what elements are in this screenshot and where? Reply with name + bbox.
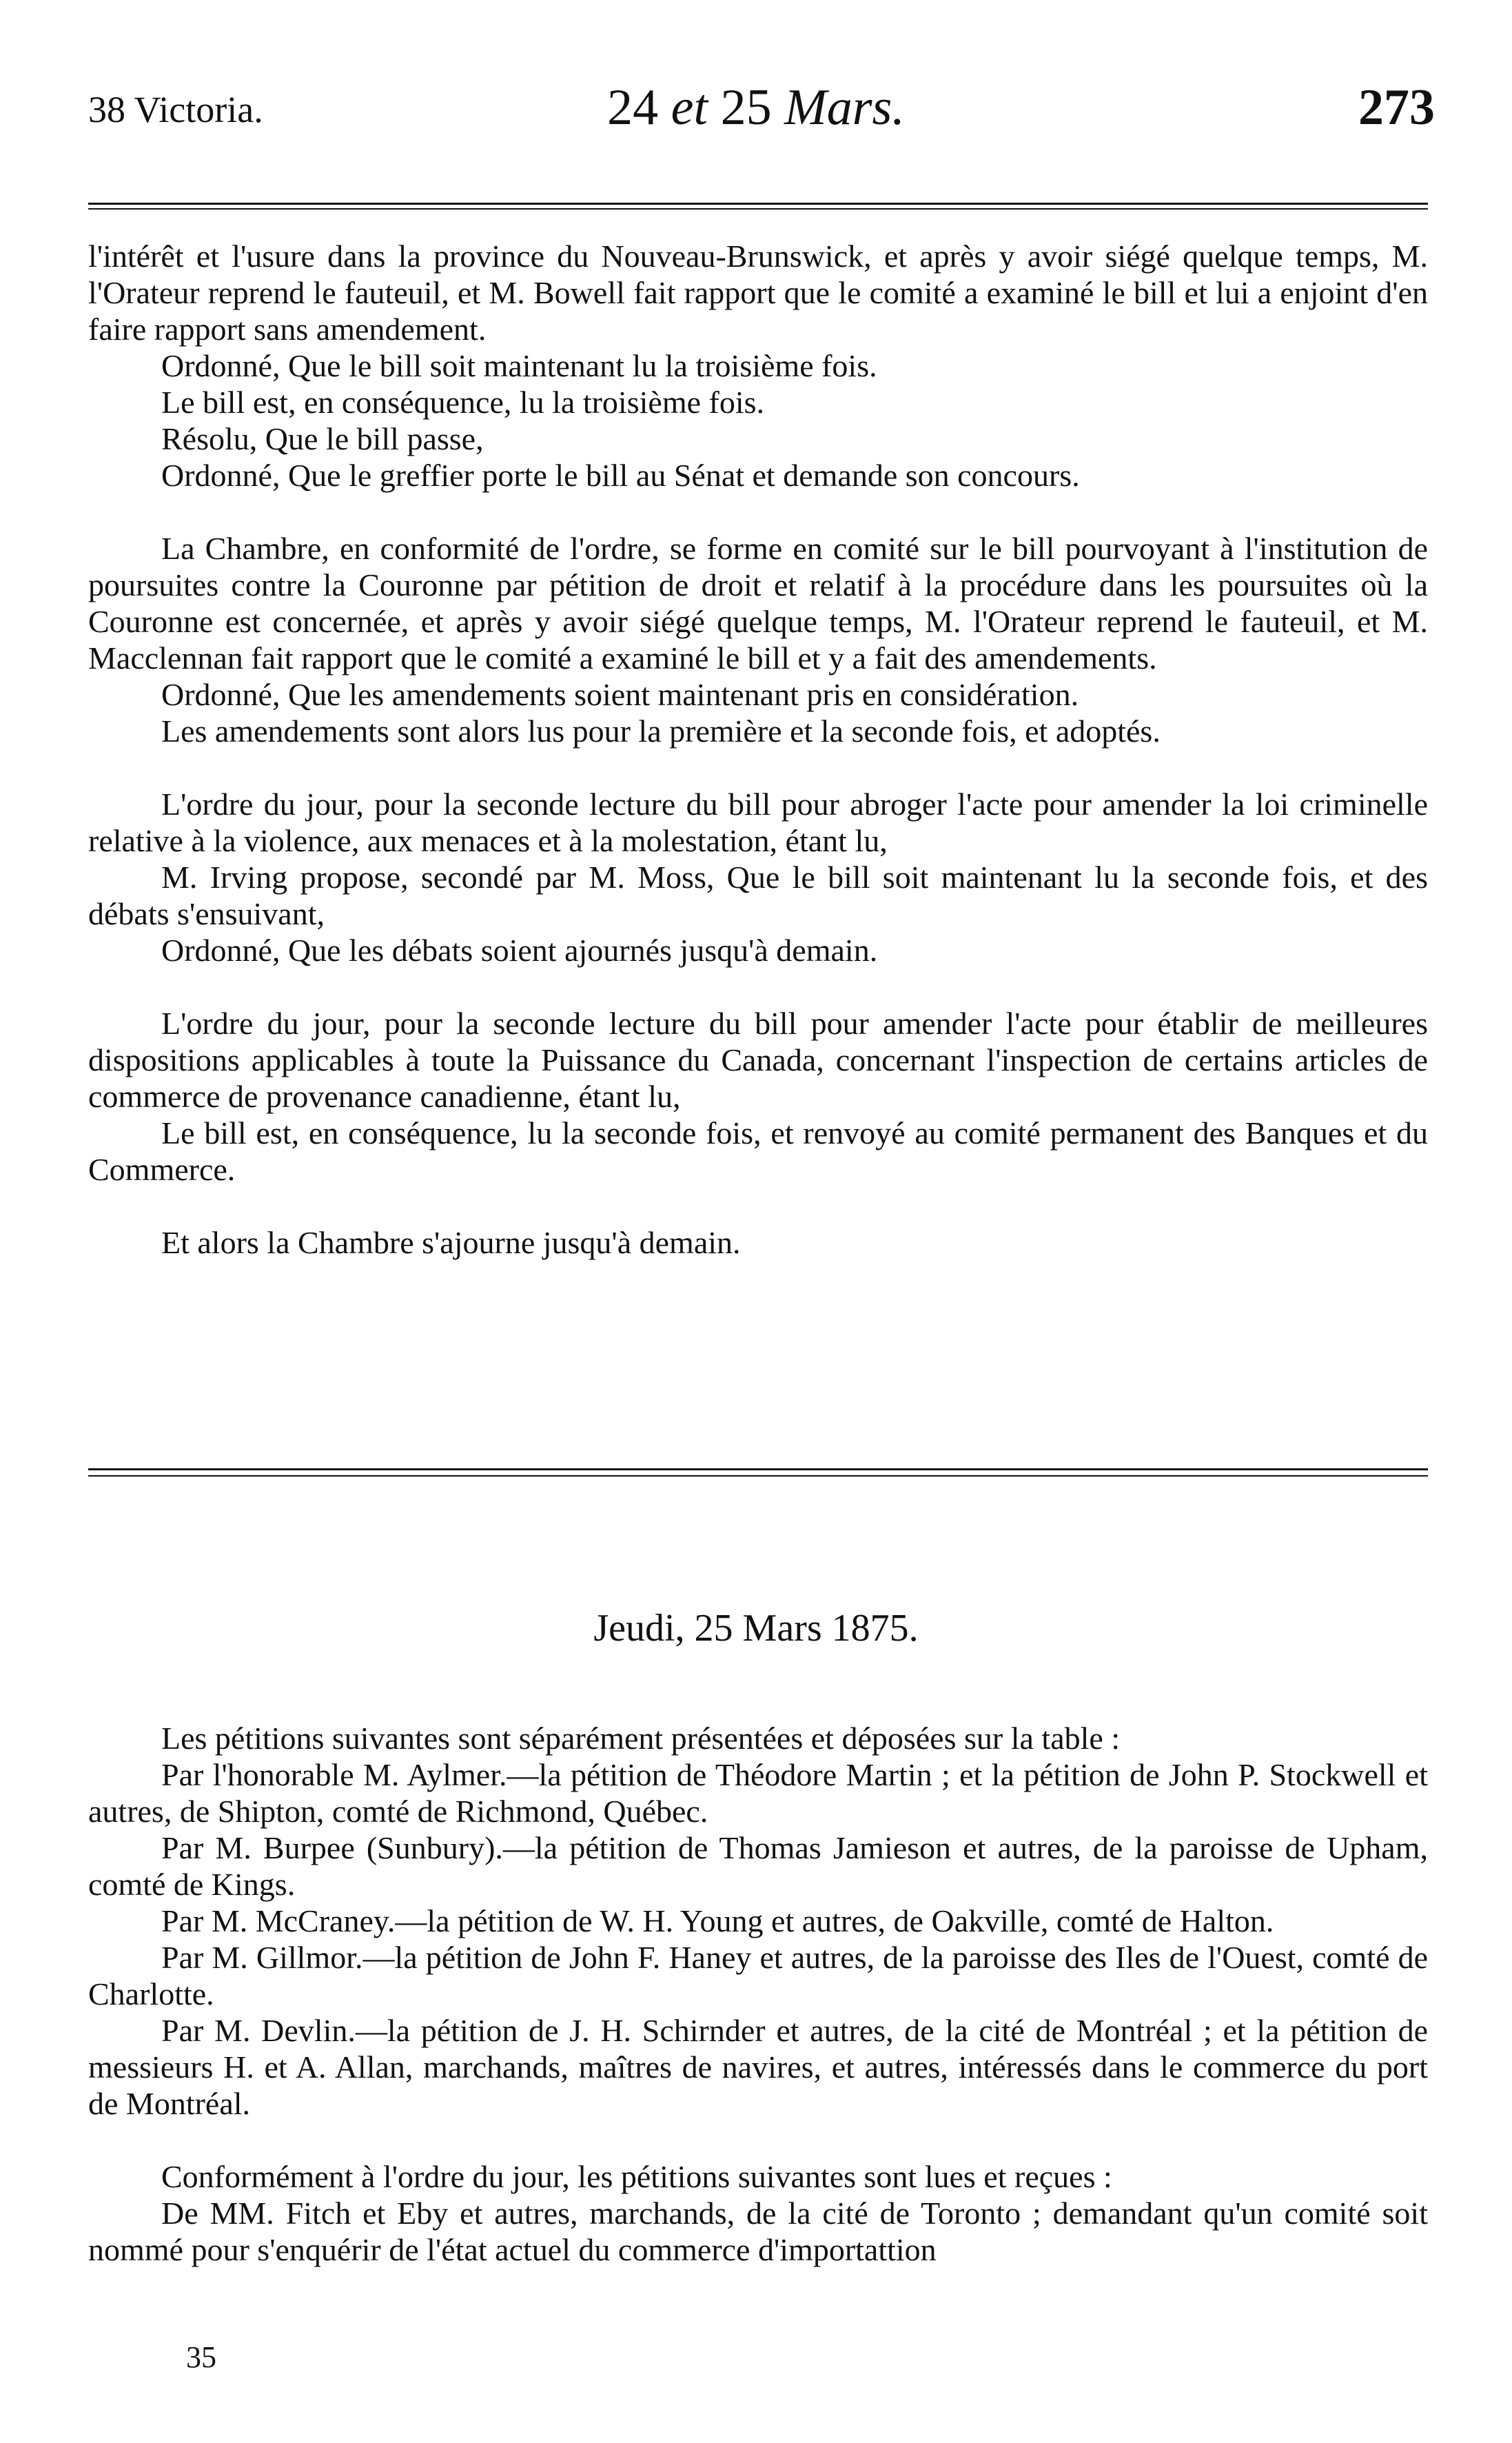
section-divider <box>88 1475 1428 1477</box>
paragraph: Ordonné, Que le greffier porte le bill au Sénat et demande son concours. <box>161 458 1080 493</box>
running-head-left: 38 Victoria. <box>88 89 263 130</box>
paragraph: Ordonné, Que les amendements soient maintenant pris en considération. <box>161 677 1079 712</box>
body-text-top <box>88 238 1428 1261</box>
paragraph: Par M. Devlin.—la pétition de J. H. Schirnder et autres, de la cité de Montréal ; et la pétition de messieurs H. et A. Allan, marchands, maîtres de navires, et autres, intéressés dans le commerce du port de Montréal. <box>88 2013 1428 2121</box>
paragraph: Le bill est, en conséquence, lu la seconde fois, et renvoyé au comité permanent des Banques et du Commerce. <box>88 1115 1428 1187</box>
paragraph: Et alors la Chambre s'ajourne jusqu'à demain. <box>161 1225 741 1260</box>
paragraph: l'intérêt et l'usure dans la province du Nouveau-Brunswick, et après y avoir siégé quelque temps, M. l'Orateur reprend le fauteuil, et M. Bowell fait rapport que le comité a examiné le bill et lui a enjoint d'en faire rapport sans amendement. <box>88 239 1428 347</box>
header-rule <box>88 203 1428 205</box>
day-heading: Jeudi, 25 Mars 1875. <box>593 1607 919 1650</box>
paragraph: Par M. Burpee (Sunbury).—la pétition de Thomas Jamieson et autres, de la paroisse de Upham, comté de Kings. <box>88 1830 1428 1902</box>
paragraph: Ordonné, Que les débats soient ajournés jusqu'à demain. <box>161 933 878 968</box>
paragraph: Les pétitions suivantes sont séparément présentées et déposées sur la table : <box>161 1721 1121 1756</box>
body-text-bottom <box>88 1720 1428 2268</box>
paragraph: M. Irving propose, secondé par M. Moss, Que le bill soit maintenant lu la seconde fois, et des débats s'ensuivant, <box>88 860 1428 931</box>
paragraph: La Chambre, en conformité de l'ordre, se forme en comité sur le bill pourvoyant à l'institution de poursuites contre la Couronne par pétition de droit et relatif à la procédure dans les poursuites où la Couronne est concernée, et après y avoir siégé quelque temps, M. l'Orateur reprend le fauteuil, et M. Macclennan fait rapport que le comité a examiné le bill et y a fait des amendements. <box>88 531 1428 676</box>
paragraph: Par M. Gillmor.—la pétition de John F. Haney et autres, de la paroisse des Iles de l'Ouest, comté de Charlotte. <box>88 1940 1428 2011</box>
signature-mark: 35 <box>186 2340 216 2374</box>
paragraph: Par M. McCraney.—la pétition de W. H. Young et autres, de Oakville, comté de Halton. <box>161 1903 1274 1938</box>
paragraph: Ordonné, Que le bill soit maintenant lu la troisième fois. <box>161 348 877 383</box>
paragraph: Le bill est, en conséquence, lu la troisième fois. <box>161 385 765 420</box>
paragraph: Conformément à l'ordre du jour, les pétitions suivantes sont lues et reçues : <box>161 2159 1112 2194</box>
paragraph: L'ordre du jour, pour la seconde lecture du bill pour abroger l'acte pour amender la loi criminelle relative à la violence, aux menaces et à la molestation, étant lu, <box>88 787 1428 858</box>
page-number: 273 <box>1358 79 1435 136</box>
date-part: 25 <box>708 79 785 136</box>
date-part: et <box>671 79 708 136</box>
paragraph: De MM. Fitch et Eby et autres, marchands, de la cité de Toronto ; demandant qu'un comité soit nommé pour s'enquérir de l'état actuel du commerce d'importattion <box>88 2196 1428 2267</box>
paragraph: Résolu, Que le bill passe, <box>161 421 484 456</box>
section-divider <box>88 1468 1428 1470</box>
header-rule <box>88 208 1428 210</box>
paragraph: Les amendements sont alors lus pour la première et la seconde fois, et adoptés. <box>161 713 1161 749</box>
paragraph: Par l'honorable M. Aylmer.—la pétition de Théodore Martin ; et la pétition de John P. Stockwell et autres, de Shipton, comté de Richmond, Québec. <box>88 1757 1428 1829</box>
running-head-date <box>0 79 1512 137</box>
date-part: 24 <box>607 79 671 136</box>
date-part: Mars. <box>784 79 905 136</box>
paragraph: L'ordre du jour, pour la seconde lecture du bill pour amender l'acte pour établir de meilleures dispositions applicables à toute la Puissance du Canada, concernant l'inspection de certains articles de commerce de provenance canadienne, étant lu, <box>88 1006 1428 1114</box>
